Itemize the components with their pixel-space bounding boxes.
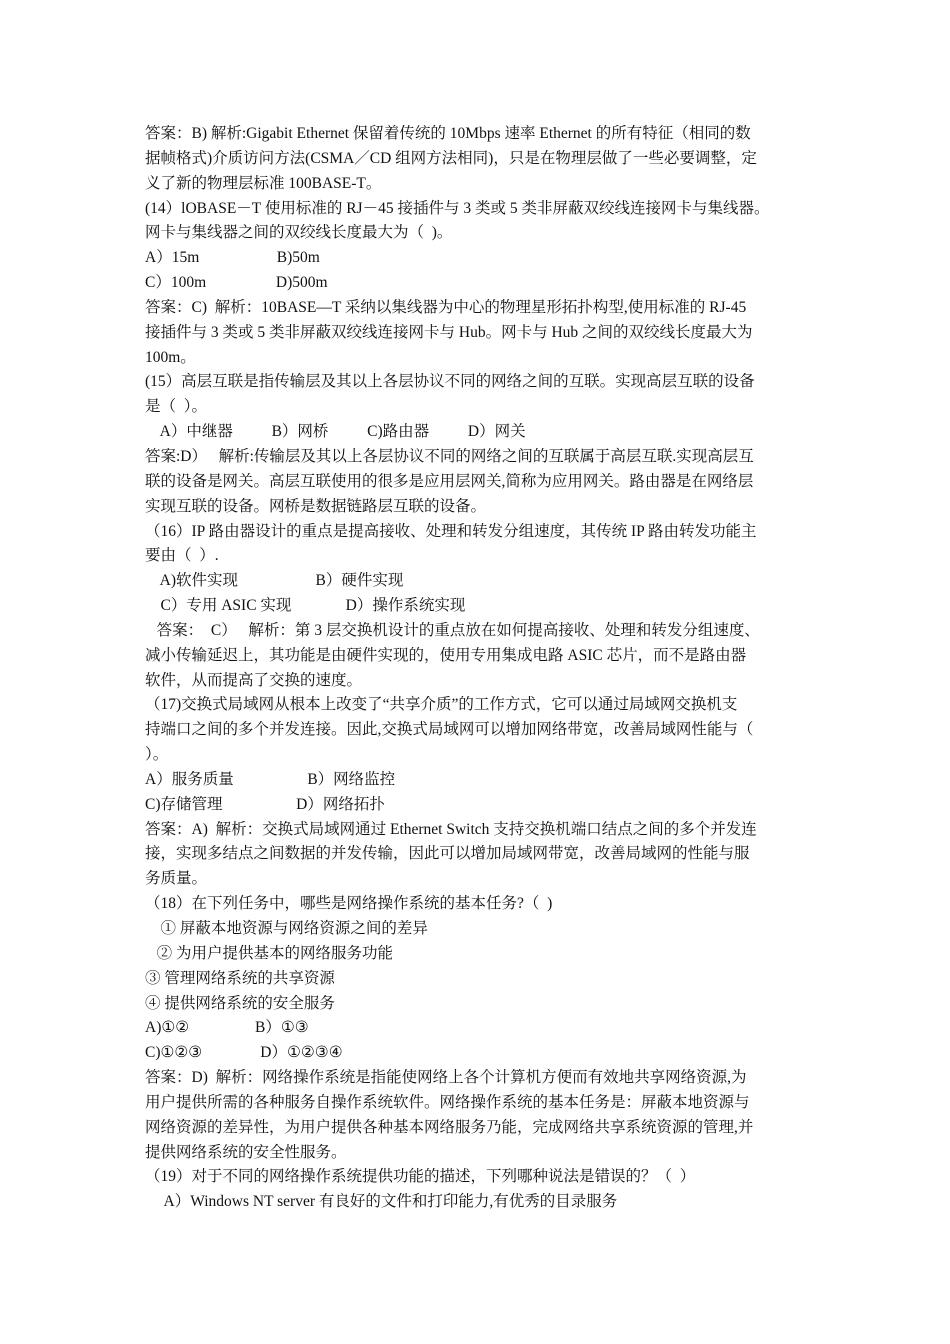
question-15-options: A）中继器 B）网桥 C)路由器 D）网关 [145, 423, 526, 441]
question-17-options-ab: A）服务质量 B）网络监控 [145, 770, 396, 788]
answer-15-line-2: 联的设备是网关。高层互联使用的很多是应用层网关,简称为应用网关。路由器是在网络层 [145, 472, 754, 490]
question-18-item-4: ④ 提供网络系统的安全服务 [145, 994, 335, 1012]
document-body [145, 122, 817, 1215]
answer-14-line-3: 100m。 [145, 348, 196, 366]
question-18-line-1: （18）在下列任务中，哪些是网络操作系统的基本任务?（ ) [145, 895, 553, 913]
question-15-line-1: (15）高层互联是指传输层及其以上各层协议不同的网络之间的互联。实现高层互联的设备 [145, 373, 755, 391]
answer-17-line-2: 接，实现多结点之间数据的并发传输，因此可以增加局域网带宽，改善局域网的性能与服 [145, 845, 750, 863]
answer-13-line-2: 据帧格式)介质访问方法(CSMA／CD 组网方法相同)，只是在物理层做了一些必要调整，定 [145, 149, 757, 167]
question-14-options-cd: C）100m D)500m [145, 274, 328, 292]
question-19-line-1: （19）对于不同的网络操作系统提供功能的描述，下列哪种说法是错误的？（ ） [145, 1168, 696, 1186]
question-18-item-2: ② 为用户提供基本的网络服务功能 [145, 944, 394, 962]
answer-15-line-1: 答案:D） 解析:传输层及其以上各层协议不同的网络之间的互联属于高层互联.实现高层互 [145, 447, 754, 465]
answer-13-line-1: 答案：B) 解析:Gigabit Ethernet 保留着传统的 10Mbps 速率 Ethernet 的所有特征（相同的数 [145, 125, 751, 142]
question-18-item-1: ① 屏蔽本地资源与网络资源之间的差异 [145, 920, 428, 937]
answer-18-line-4: 提供网络系统的安全性服务。 [145, 1143, 347, 1161]
question-15-line-2: 是（ ）。 [145, 398, 208, 416]
answer-13-line-3: 义了新的物理层标准 100BASE-T。 [145, 174, 382, 192]
question-16-line-1: （16）IP 路由器设计的重点是提高接收、处理和转发分组速度，其传统 IP 路由转发功能主 [145, 522, 757, 540]
answer-16-line-3: 软件，从而提高了交换的速度。 [145, 671, 363, 689]
answer-17-line-3: 务质量。 [145, 870, 208, 888]
question-18-item-3: ③ 管理网络系统的共享资源 [145, 969, 335, 987]
question-14-line-2: 网卡与集线器之间的双绞线长度最大为（ )。 [145, 224, 453, 242]
answer-15-line-3: 实现互联的设备。网桥是数据链路层互联的设备。 [145, 497, 487, 515]
question-17-line-2: 持端口之间的多个并发连接。因此,交换式局域网可以增加网络带宽，改善局域网性能与（ [145, 721, 754, 739]
question-18-options-ab: A)①② B）①③ [145, 1019, 309, 1037]
answer-18-line-3: 网络资源的差异性，为用户提供各种基本网络服务乃能，完成网络共享系统资源的管理,并 [145, 1118, 754, 1136]
answer-18-line-1: 答案：D) 解析：网络操作系统是指能使网络上各个计算机方便而有效地共享网络资源,为 [145, 1069, 747, 1087]
answer-14-line-1: 答案：C) 解析：10BASE—T 采纳以集线器为中心的物理星形拓扑构型,使用标准的 RJ-45 [145, 298, 747, 316]
question-19-option-a: A）Windows NT server 有良好的文件和打印能力,有优秀的目录服务 [145, 1193, 618, 1211]
question-16-options-cd: C）专用 ASIC 实现 D）操作系统实现 [145, 597, 466, 615]
answer-16-line-2: 减小传输延迟上，其功能是由硬件实现的，使用专用集成电路 ASIC 芯片，而不是路由器 [145, 646, 747, 664]
answer-14-line-2: 接插件与 3 类或 5 类非屏蔽双绞线连接网卡与 Hub。网卡与 Hub 之间的双绞线长度最大为 [145, 323, 753, 341]
question-16-options-ab: A)软件实现 B）硬件实现 [145, 572, 404, 590]
question-17-line-1: （17)交换式局域网从根本上改变了“共享介质”的工作方式，它可以通过局域网交换机支 [145, 696, 738, 714]
question-16-line-2: 要由（ ）. [145, 547, 219, 565]
answer-16-line-1: 答案： C） 解析：第 3 层交换机设计的重点放在如何提高接收、处理和转发分组速度、 [145, 621, 760, 639]
question-17-options-cd: C)存储管理 D）网络拓扑 [145, 795, 385, 813]
question-14-options-ab: A）15m B)50m [145, 249, 320, 267]
question-14-line-1: (14）lOBASE－T 使用标准的 RJ－45 接插件与 3 类或 5 类非屏蔽双绞线连接网卡与集线器。 [145, 199, 770, 217]
answer-18-line-2: 用户提供所需的各种服务自操作系统软件。网络操作系统的基本任务是：屏蔽本地资源与 [145, 1093, 750, 1111]
question-18-options-cd: C)①②③ D）①②③④ [145, 1044, 343, 1062]
answer-17-line-1: 答案：A) 解析：交换式局域网通过 Ethernet Switch 支持交换机端口结点之间的多个并发连 [145, 820, 757, 838]
question-17-line-3: ）。 [145, 746, 169, 764]
